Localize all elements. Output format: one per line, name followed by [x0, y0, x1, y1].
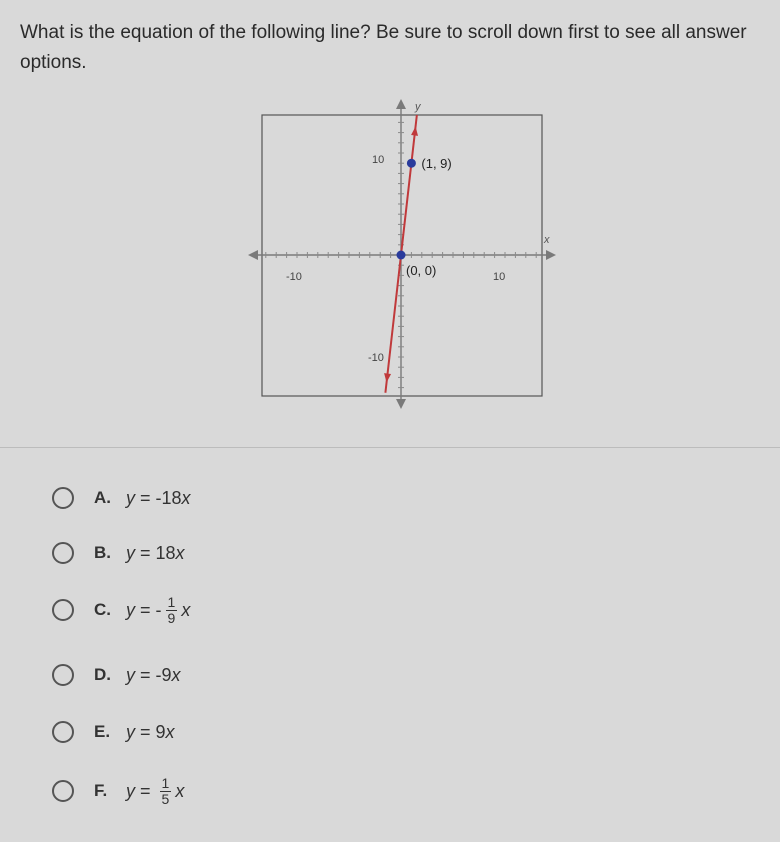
radio-f[interactable] — [52, 780, 74, 802]
option-a-x: x — [181, 487, 191, 508]
option-c-numerator: 1 — [167, 593, 176, 610]
option-d-y: y — [126, 664, 135, 685]
option-c-equation — [126, 595, 190, 626]
point-label-origin: (0, 0) — [406, 263, 437, 278]
option-f-fraction — [160, 776, 172, 807]
option-e-equation — [126, 722, 175, 743]
option-c-fraction — [166, 595, 178, 626]
option-e[interactable] — [52, 712, 412, 752]
option-b-letter: B. — [94, 543, 111, 562]
y-axis-label: y — [415, 101, 421, 113]
tick-label-y-pos: 10 — [372, 154, 385, 166]
tick-label-x-neg: -10 — [286, 271, 302, 283]
option-e-y: y — [126, 721, 135, 742]
option-d[interactable] — [52, 655, 412, 695]
option-d-x: x — [171, 664, 181, 685]
option-a-eq: = — [140, 487, 151, 508]
option-b-eq: = — [140, 542, 151, 563]
radio-d[interactable] — [52, 664, 74, 686]
option-b-x: x — [175, 542, 185, 563]
option-f-denominator: 5 — [161, 790, 170, 807]
x-axis-arrow-right — [546, 250, 556, 260]
option-a-y: y — [126, 487, 135, 508]
option-c-y: y — [126, 599, 135, 620]
x-axis-label: x — [544, 234, 550, 246]
option-f-eq: = — [140, 780, 151, 801]
radio-a[interactable] — [52, 487, 74, 509]
x-axis-arrow-left — [248, 250, 258, 260]
y-axis-arrow-top — [396, 99, 406, 109]
option-b[interactable] — [52, 533, 412, 573]
option-a[interactable] — [52, 478, 412, 518]
option-e-letter: E. — [94, 722, 111, 741]
option-b-equation — [126, 543, 185, 564]
option-f-y: y — [126, 780, 135, 801]
option-f-numerator: 1 — [161, 774, 170, 791]
option-b-y: y — [126, 542, 135, 563]
y-axis-arrow-bottom — [396, 399, 406, 409]
point-origin — [397, 251, 406, 260]
option-d-coef: -9 — [155, 664, 172, 685]
option-d-letter: D. — [94, 665, 111, 684]
option-c-x: x — [181, 599, 191, 620]
option-b-coef: 18 — [155, 542, 176, 563]
option-a-letter: A. — [94, 488, 111, 507]
option-c[interactable] — [52, 590, 412, 630]
option-c-letter: C. — [94, 600, 111, 619]
option-f-x: x — [175, 780, 185, 801]
coordinate-graph — [248, 95, 568, 415]
option-f[interactable] — [52, 771, 412, 811]
option-c-denominator: 9 — [167, 609, 176, 626]
option-e-x: x — [165, 721, 175, 742]
option-c-eq: = — [140, 599, 151, 620]
point-1-9 — [407, 159, 416, 168]
question-text: What is the equation of the following line? Be sure to scroll down first to see all answer options. — [20, 22, 747, 73]
option-d-eq: = — [140, 664, 151, 685]
option-f-letter: F. — [94, 781, 108, 800]
option-c-sign: - — [155, 599, 162, 620]
radio-c[interactable] — [52, 599, 74, 621]
section-divider — [0, 447, 780, 448]
radio-b[interactable] — [52, 542, 74, 564]
option-e-coef: 9 — [155, 721, 166, 742]
option-f-equation — [126, 776, 184, 807]
option-d-equation — [126, 665, 181, 686]
option-a-coef: -18 — [155, 487, 182, 508]
point-label-1-9: (1, 9) — [421, 156, 452, 172]
tick-label-y-neg: -10 — [368, 352, 384, 364]
tick-label-x-pos: 10 — [493, 271, 506, 283]
option-e-eq: = — [140, 721, 151, 742]
option-a-equation — [126, 488, 191, 509]
graph-svg — [248, 95, 568, 415]
radio-e[interactable] — [52, 721, 74, 743]
